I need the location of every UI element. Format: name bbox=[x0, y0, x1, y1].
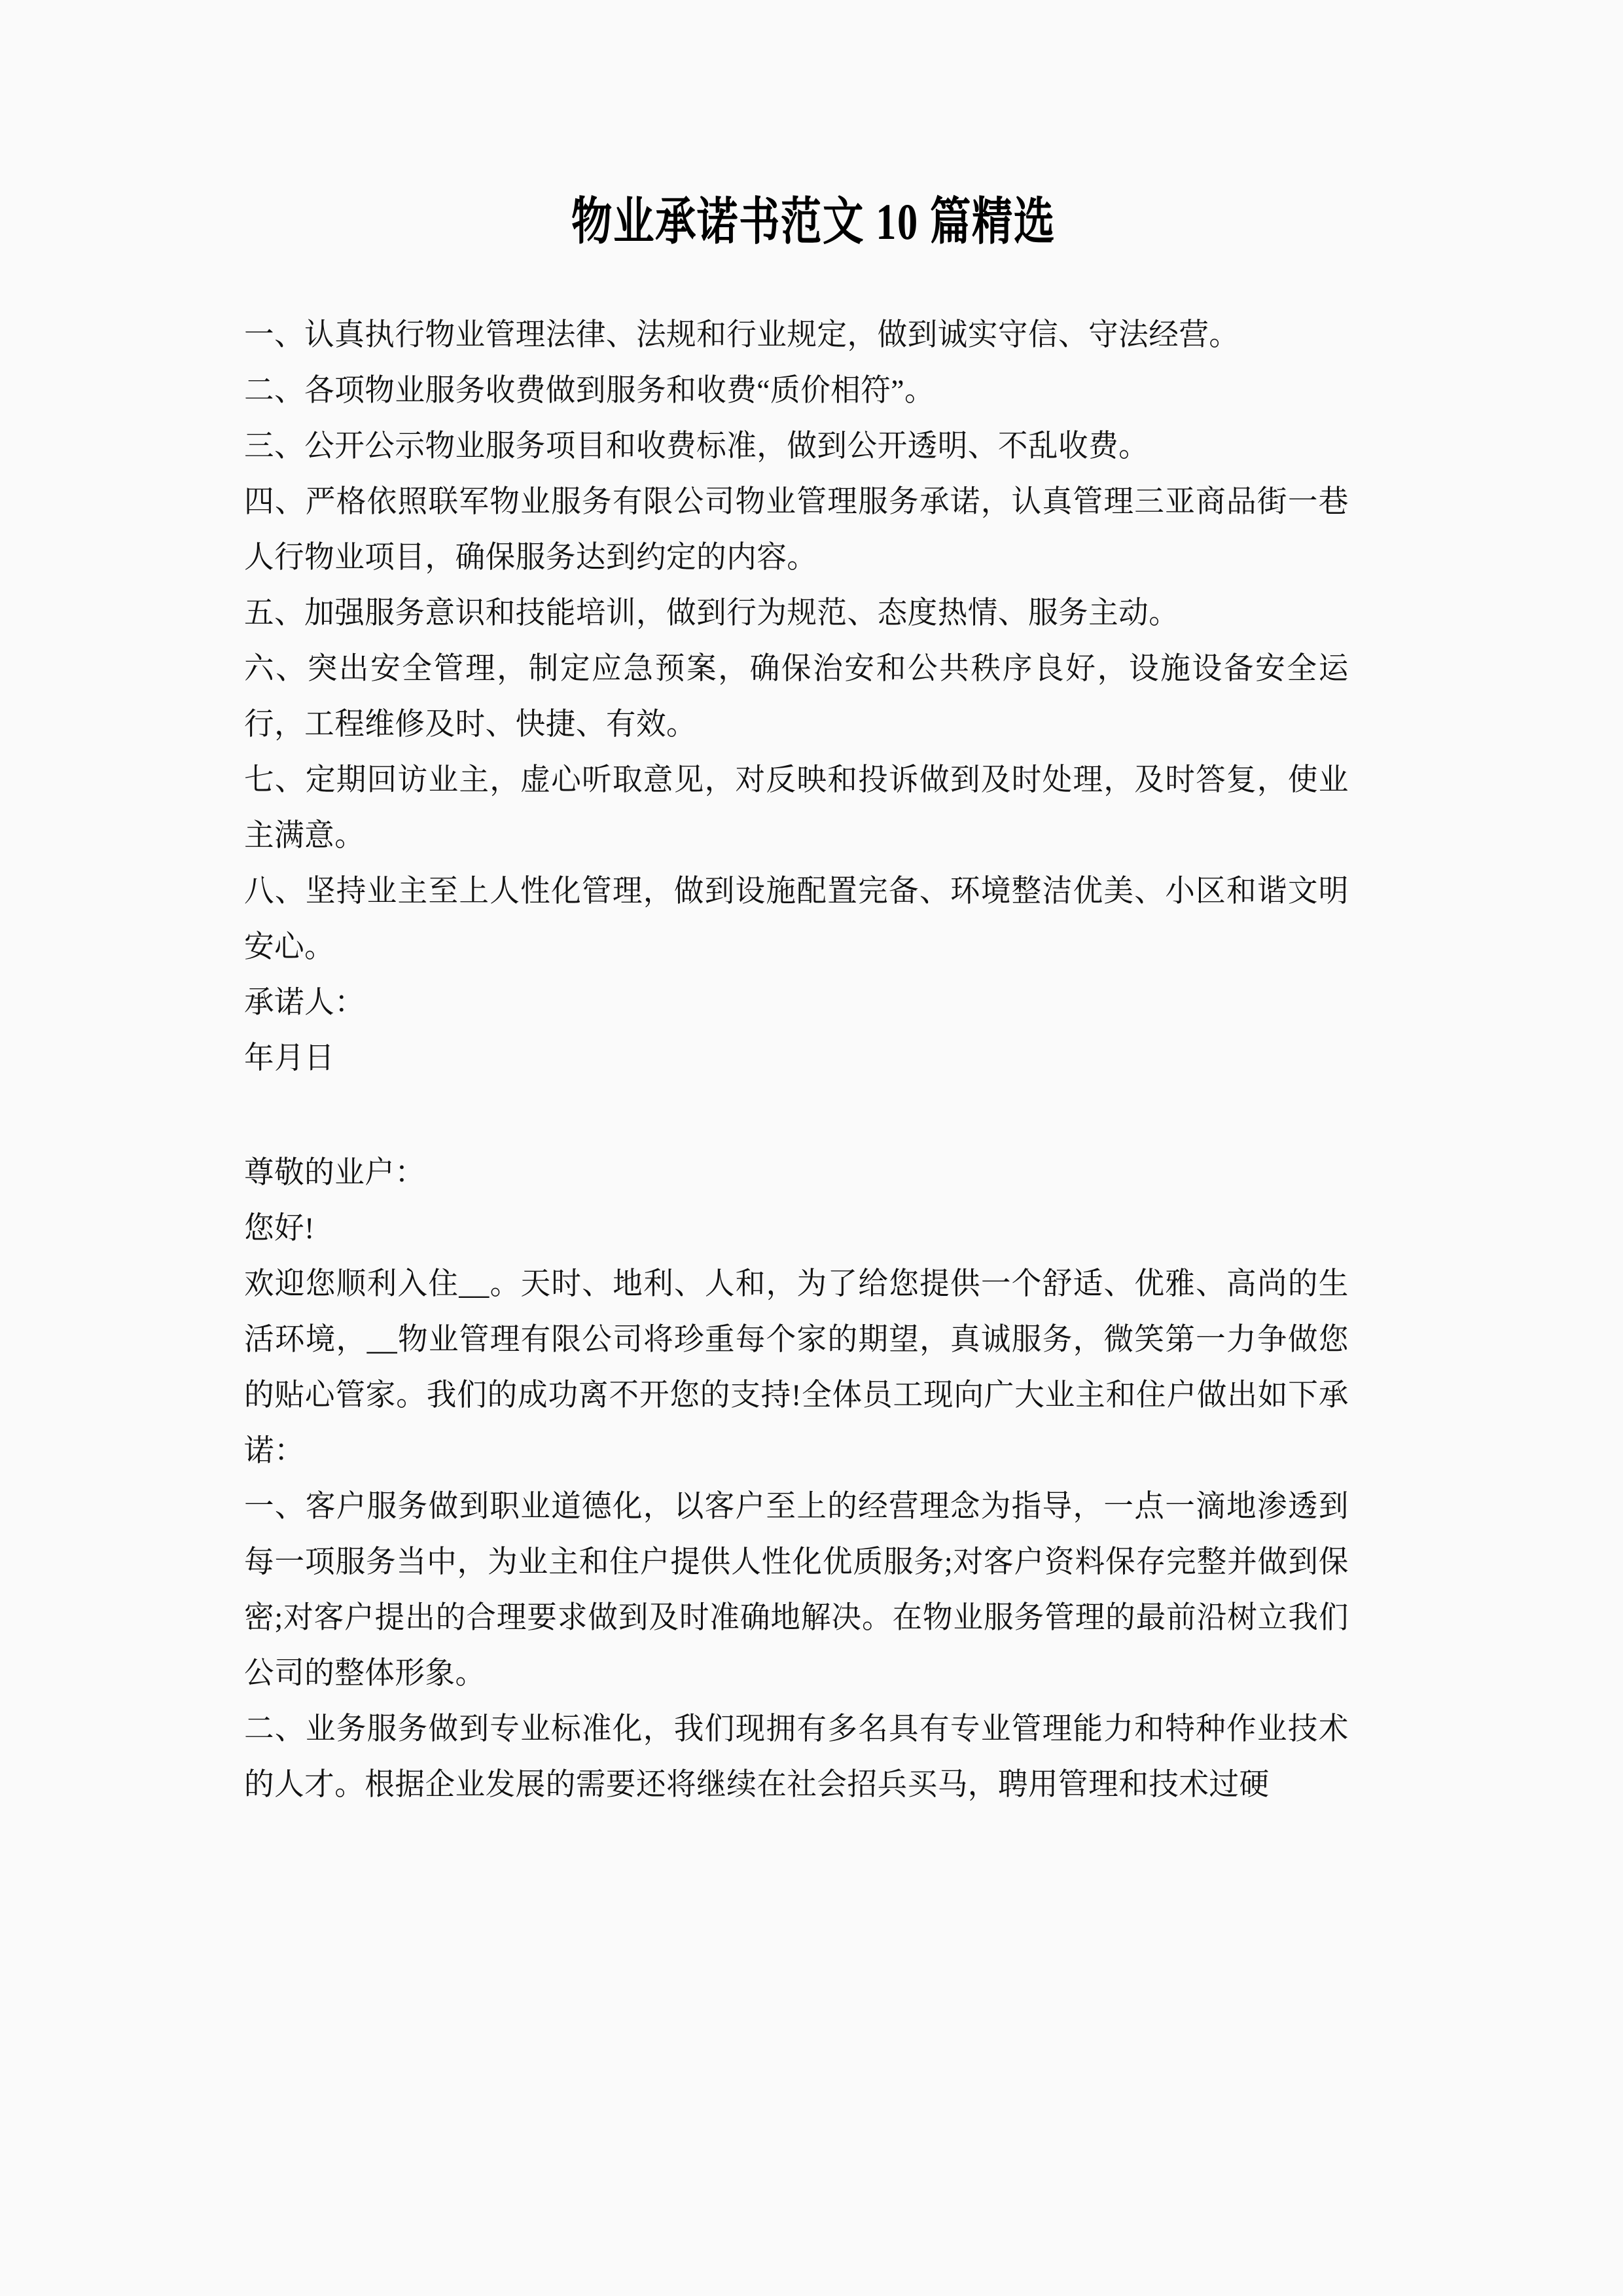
commitment-item-2: 二、各项物业服务收费做到服务和收费“质价相符”。 bbox=[244, 374, 935, 408]
commitment-item-5: 五、加强服务意识和技能培训，做到行为规范、态度热情、服务主动。 bbox=[244, 596, 1179, 630]
letter-greeting: 您好! bbox=[244, 1211, 315, 1246]
page-title: 物业承诺书范文 10 篇精选 bbox=[571, 193, 1056, 250]
signature-label: 承诺人： bbox=[244, 986, 365, 1020]
commitment-item-7: 七、定期回访业主，虚心听取意见，对反映和投诉做到及时处理，及时答复，使业主满意。 bbox=[244, 763, 1349, 853]
commitment-item-6: 六、突出安全管理，制定应急预案，确保治安和公共秩序良好，设施设备安全运行，工程维修及时、快捷、有效。 bbox=[244, 652, 1349, 742]
letter-commitment-item-1: 一、客户服务做到职业道德化，以客户至上的经营理念为指导，一点一滴地渗透到每一项服务当中，为业主和住户提供人性化优质服务;对客户资料保存完整并做到保密;对客户提出的合理要求做到及时准确地解决。在物业服务管理的最前沿树立我们公司的整体形象。 bbox=[244, 1490, 1349, 1691]
title-spacer bbox=[244, 247, 1383, 308]
letter-salutation: 尊敬的业户： bbox=[244, 1156, 425, 1190]
commitment-list-section-one bbox=[244, 308, 1383, 975]
commitment-item-4: 四、严格依照联军物业服务有限公司物业管理服务承诺，认真管理三亚商品街一巷人行物业项目，确保服务达到约定的内容。 bbox=[244, 485, 1349, 575]
commitment-item-8: 八、坚持业主至上人性化管理，做到设施配置完备、环境整洁优美、小区和谐文明安心。 bbox=[244, 874, 1349, 964]
section-divider-spacer bbox=[244, 1086, 1383, 1145]
commitment-item-3: 三、公开公示物业服务项目和收费标准，做到公开透明、不乱收费。 bbox=[244, 429, 1149, 463]
letter-intro-paragraph: 欢迎您顺利入住__。天时、地利、人和，为了给您提供一个舒适、优雅、高尚的生活环境，__物业管理有限公司将珍重每个家的期望，真诚服务，微笑第一力争做您的贴心管家。我们的成功离不开您的支持!全体员工现向广大业主和住户做出如下承诺： bbox=[244, 1267, 1349, 1468]
signature-block bbox=[244, 975, 1383, 1086]
letter-commitment-item-2: 二、业务服务做到专业标准化，我们现拥有多名具有专业管理能力和特种作业技术的人才。根据企业发展的需要还将继续在社会招兵买马，聘用管理和技术过硬 bbox=[244, 1712, 1349, 1802]
page-content-column bbox=[244, 0, 1383, 1813]
commitment-item-1: 一、认真执行物业管理法律、法规和行业规定，做到诚实守信、守法经营。 bbox=[244, 318, 1240, 352]
date-label: 年月日 bbox=[244, 1041, 335, 1075]
letter-section-two bbox=[244, 1145, 1383, 1813]
